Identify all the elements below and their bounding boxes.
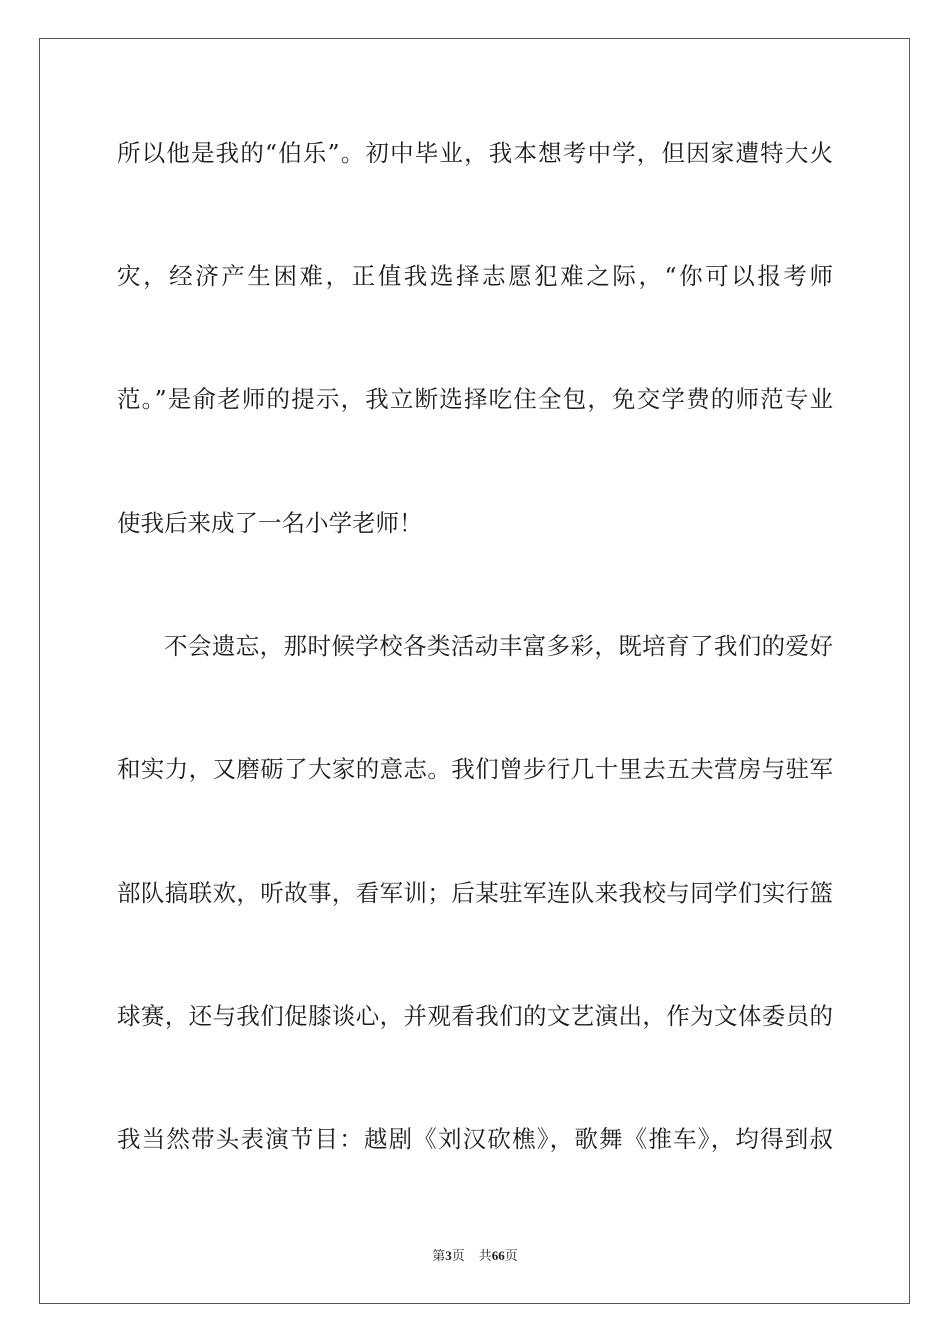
paragraph-line-7: 部队搞联欢，听故事，看军训；后某驻军连队来我校与同学们实行篮	[117, 879, 833, 907]
page-number: 3	[445, 1248, 452, 1263]
page-suffix: 页	[451, 1248, 465, 1263]
total-pages: 66	[491, 1248, 505, 1263]
paragraph-line-5: 不会遗忘，那时候学校各类活动丰富多彩，既培育了我们的爱好	[164, 632, 833, 660]
total-suffix: 页	[504, 1248, 518, 1263]
page-footer	[0, 1247, 950, 1265]
paragraph-line-6: 和实力，又磨砺了大家的意志。我们曾步行几十里去五夫营房与驻军	[117, 755, 833, 783]
page-border	[39, 38, 910, 1304]
page-prefix: 第	[432, 1248, 446, 1263]
paragraph-line-9: 我当然带头表演节目：越剧《刘汉砍樵》，歌舞《推车》，均得到叔	[117, 1125, 833, 1153]
paragraph-line-1: 所以他是我的“伯乐”。初中毕业，我本想考中学，但因家遭特大火	[117, 139, 833, 167]
paragraph-line-8: 球赛，还与我们促膝谈心，并观看我们的文艺演出，作为文体委员的	[117, 1002, 833, 1030]
total-prefix: 共	[478, 1248, 492, 1263]
paragraph-line-3: 范。”是俞老师的提示，我立断选择吃住全包，免交学费的师范专业	[117, 385, 833, 413]
paragraph-line-2: 灾，经济产生困难，正值我选择志愿犯难之际，“你可以报考师	[117, 262, 833, 290]
paragraph-line-4: 使我后来成了一名小学老师！	[117, 509, 423, 537]
